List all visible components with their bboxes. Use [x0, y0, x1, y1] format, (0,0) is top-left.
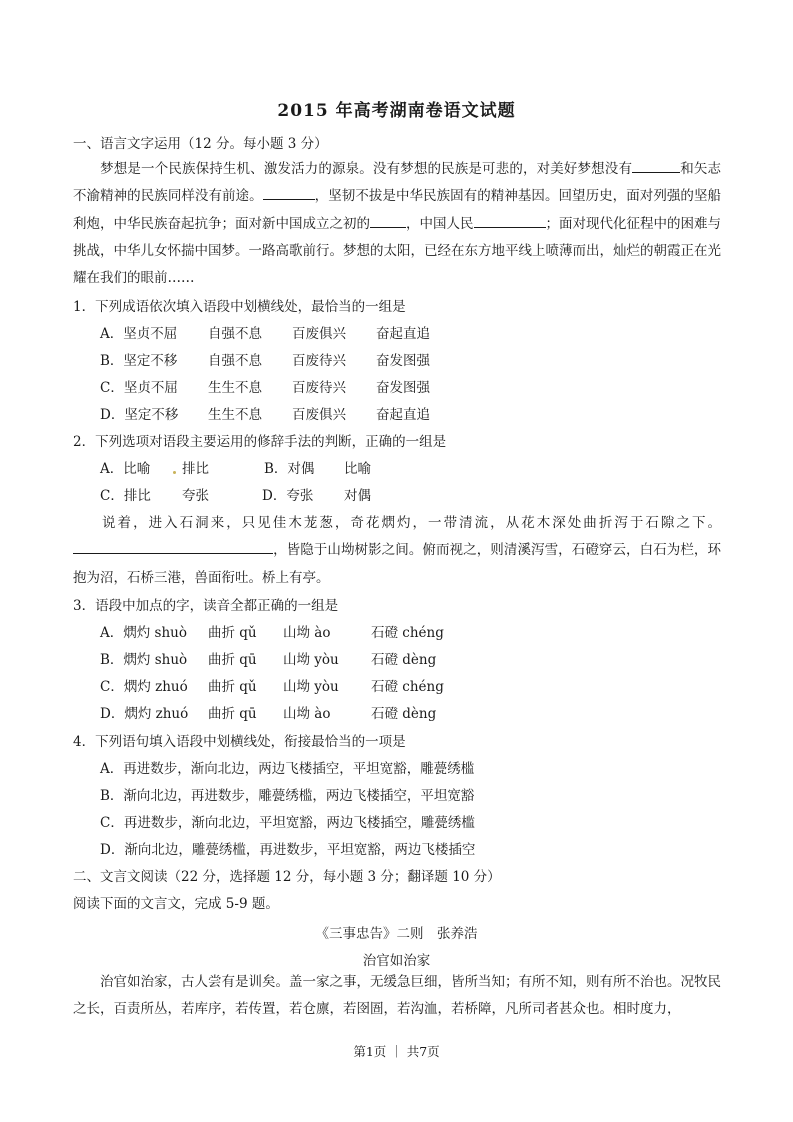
section2-instruction: 阅读下面的文言文，完成 5-9 题。: [73, 896, 279, 912]
question-1-stem: 1．下列成语依次填入语段中划横线处，最恰当的一组是: [73, 299, 406, 315]
section2-heading: 二、文言文阅读（22 分，选择题 12 分，每小题 3 分；翻译题 10 分）: [73, 869, 501, 885]
work-title: 《三事忠告》二则 张养浩: [315, 926, 478, 942]
classical-text-body: 治官如治家，古人尝有是训矣。盖一家之事，无缓急巨细，皆所当知；有所不知，则有所不治也。况牧民之长，百责所丛，若库序，若传置，若仓廪，若囹圄，若沟洫，若桥障，凡所司者甚众也。相时度力，: [73, 974, 721, 1018]
q1-option-d: D．坚定不移 生生不息 百废俱兴 奋起直追: [100, 407, 430, 423]
blank-4: [474, 213, 546, 228]
q1-option-b: B．坚定不移 自强不息 百废待兴 奋发图强: [100, 353, 430, 369]
passage-1-part-1: 梦想是一个民族保持生机、激发活力的源泉。没有梦想的民族是可悲的，对美好梦想没有: [100, 161, 633, 177]
q2-option-row-1: A．比喻 排比 B．对偶 比喻: [100, 461, 371, 477]
blank-2: [263, 185, 315, 200]
section1-heading: 一、语言文字运用（12 分。每小题 3 分）: [73, 136, 328, 152]
passage-2-part-2: ，皆隐于山坳树影之间。俯而视之，则清溪泻雪，石磴穿云，白石为栏，环抱为沼，石桥三港，兽面衔吐。桥上有亭。: [73, 542, 721, 586]
q3-option-c: C．熌灼 zhuó 曲折 qǔ 山坳 yòu 石磴 chéng: [100, 679, 444, 695]
classical-text: [73, 969, 721, 1024]
blank-5: [73, 539, 273, 554]
q3-option-b: B．熌灼 shuò 曲折 qū 山坳 yòu 石磴 dèng: [100, 652, 437, 668]
stray-dot-mark: [173, 471, 176, 474]
sub-title: 治官如治家: [362, 953, 431, 969]
question-3-stem: 3．语段中加点的字，读音全都正确的一组是: [73, 598, 339, 614]
passage-1-part-3: ，坚韧不拔是中华民族固有的精神基因。回望历史，面对列强的坚船利炮，中华民族奋起抗争；面对新中国成立之初的: [73, 188, 722, 232]
q2-option-row-2: C．排比 夸张 D．夸张 对偶: [100, 488, 371, 504]
blank-1: [632, 158, 680, 173]
q1-option-a: A．坚贞不屈 自强不息 百废俱兴 奋起直追: [100, 326, 430, 342]
passage-2: [73, 510, 721, 592]
passage-1-part-4: ，中国人民: [406, 215, 474, 232]
q4-option-c: C．再进数步，渐向北边，平坦宽豁，两边飞楼插空，雕甍绣槛: [100, 815, 475, 831]
passage-1-part-5: ；面对现代化征程中的困难与挑战，中华儿女怀揣中国梦。一路高歌前行。梦想的太阳，已经在东方地平线上喷薄而出，灿烂的朝霞正在光耀在我们的眼前……: [73, 215, 721, 287]
q3-option-d: D．熌灼 zhuó 曲折 qū 山坳 ào 石磴 dèng: [100, 706, 437, 722]
passage-1-part-2: 和矢志不渝精神的民族同样没有前途。: [73, 161, 722, 205]
q4-option-d: D．渐向北边，雕甍绣槛，再进数步，平坦宽豁，两边飞楼插空: [100, 842, 476, 858]
q4-option-b: B．渐向北边，再进数步，雕甍绣槛，两边飞楼插空，平坦宽豁: [100, 788, 475, 804]
q1-option-c: C．坚贞不屈 生生不息 百废待兴 奋发图强: [100, 380, 430, 396]
question-2-stem: 2．下列选项对语段主要运用的修辞手法的判断，正确的一组是: [73, 434, 447, 450]
passage-1: [73, 156, 721, 292]
blank-3: [370, 213, 406, 228]
page-footer: 第1页 ｜ 共7页: [353, 1044, 440, 1059]
q3-option-a: A．熌灼 shuò 曲折 qǔ 山坳 ào 石磴 chéng: [100, 625, 444, 641]
question-4-stem: 4．下列语句填入语段中划横线处，衔接最恰当的一项是: [73, 734, 406, 750]
passage-2-part-1: 说着，进入石洞来，只见佳木茏葱，奇花熌灼，一带清流，从花木深处曲折泻于石隙之下。: [100, 515, 721, 531]
q4-option-a: A．再进数步，渐向北边，两边飞楼插空，平坦宽豁，雕甍绣槛: [100, 761, 475, 777]
exam-title: 2015 年高考湖南卷语文试题: [277, 101, 516, 121]
